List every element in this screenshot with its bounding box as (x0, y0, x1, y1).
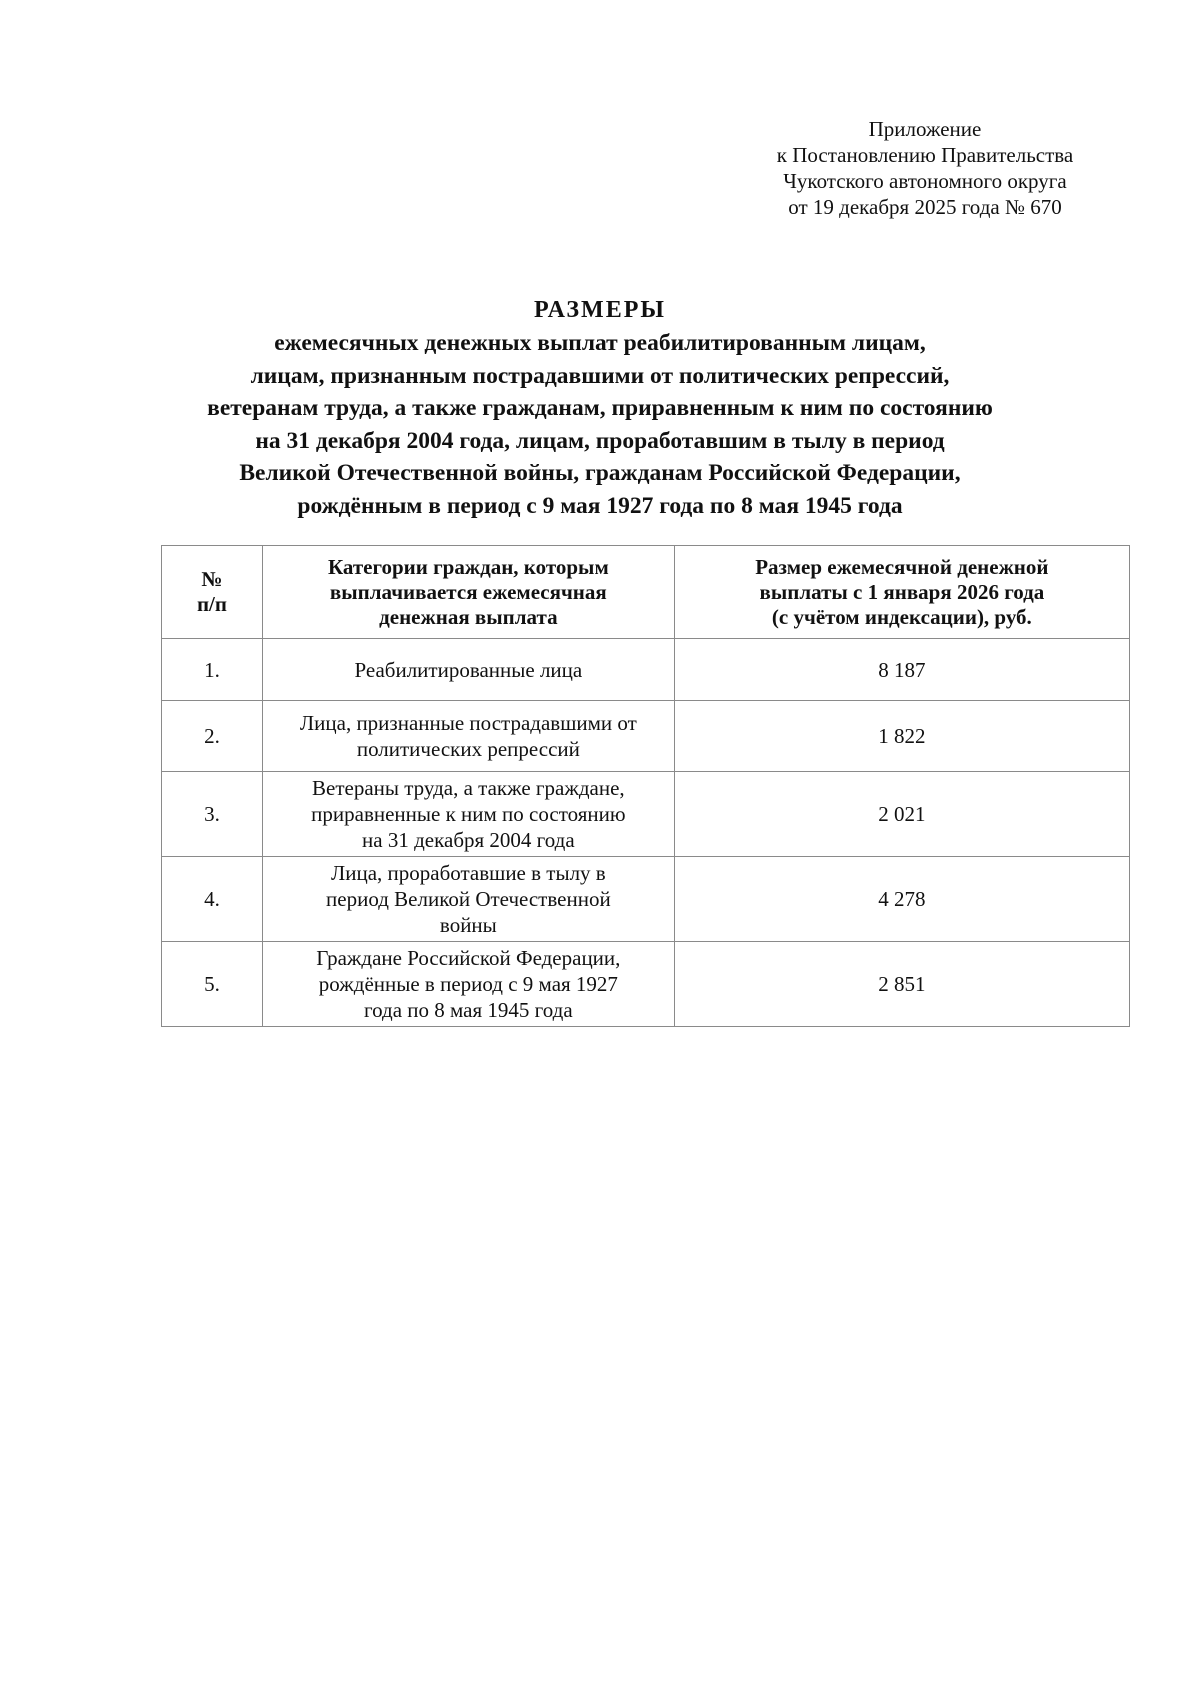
title-line: ветеранам труда, а также гражданам, приравненным к ним по состоянию (207, 395, 993, 421)
header-category (262, 546, 674, 639)
table-header-row (162, 546, 1130, 639)
row-number: 2. (162, 701, 263, 772)
header-line: Категории граждан, которым (327, 554, 609, 579)
appendix-line: Приложение (868, 117, 982, 141)
row-amount: 2 021 (674, 772, 1129, 857)
appendix-line: к Постановлению Правительства (776, 143, 1074, 167)
table-row (162, 857, 1130, 942)
payments-table (161, 545, 1130, 1027)
table-row (162, 942, 1130, 1027)
category-line: войны (439, 913, 497, 937)
row-amount: 8 187 (674, 639, 1129, 701)
row-category (262, 857, 674, 942)
category-line: Лица, признанные пострадавшими от (299, 711, 637, 735)
row-amount: 4 278 (674, 857, 1129, 942)
category-line: Лица, проработавшие в тылу в (330, 861, 606, 885)
table-row (162, 701, 1130, 772)
document-title (100, 293, 1100, 522)
header-line: № (201, 567, 223, 591)
category-line: рождённые в период с 9 мая 1927 (318, 972, 618, 996)
row-number: 1. (162, 639, 263, 701)
category-line: приравненные к ним по состоянию (311, 802, 626, 826)
row-number: 4. (162, 857, 263, 942)
header-line: денежная выплата (379, 604, 558, 629)
row-category (262, 772, 674, 857)
row-number: 3. (162, 772, 263, 857)
appendix-line: Чукотского автономного округа (783, 169, 1067, 193)
category-line: Граждане Российской Федерации, (316, 946, 621, 970)
row-number: 5. (162, 942, 263, 1027)
appendix-line: от 19 декабря 2025 года № 670 (788, 195, 1062, 219)
row-category (262, 639, 674, 701)
row-amount: 2 851 (674, 942, 1129, 1027)
category-line: политических репрессий (356, 737, 580, 761)
table-row (162, 772, 1130, 857)
category-line: период Великой Отечественной (326, 887, 611, 911)
row-amount: 1 822 (674, 701, 1129, 772)
appendix-header (735, 116, 1115, 220)
title-line: Великой Отечественной войны, гражданам Российской Федерации, (239, 460, 961, 486)
category-line: года по 8 мая 1945 года (364, 998, 573, 1022)
header-line: выплаты с 1 января 2026 года (759, 579, 1045, 604)
title-line: ежемесячных денежных выплат реабилитированным лицам, (274, 330, 926, 356)
header-line: (с учётом индексации), руб. (771, 604, 1032, 629)
title-main: РАЗМЕРЫ (534, 297, 666, 323)
title-line: на 31 декабря 2004 года, лицам, проработавшим в тылу в период (255, 427, 945, 454)
row-category (262, 701, 674, 772)
category-line: на 31 декабря 2004 года (362, 828, 575, 852)
header-amount (674, 546, 1129, 639)
header-number (162, 546, 263, 639)
row-category (262, 942, 674, 1027)
category-line: Реабилитированные лица (354, 657, 583, 682)
table-row (162, 639, 1130, 701)
title-line: рождённым в период с 9 мая 1927 года по 8 мая 1945 года (297, 492, 903, 519)
title-line: лицам, признанным пострадавшими от политических репрессий, (250, 362, 950, 389)
header-line: п/п (196, 592, 227, 616)
category-line: Ветераны труда, а также граждане, (312, 776, 625, 800)
header-line: Размер ежемесячной денежной (755, 554, 1049, 579)
header-line: выплачивается ежемесячная (329, 579, 607, 604)
